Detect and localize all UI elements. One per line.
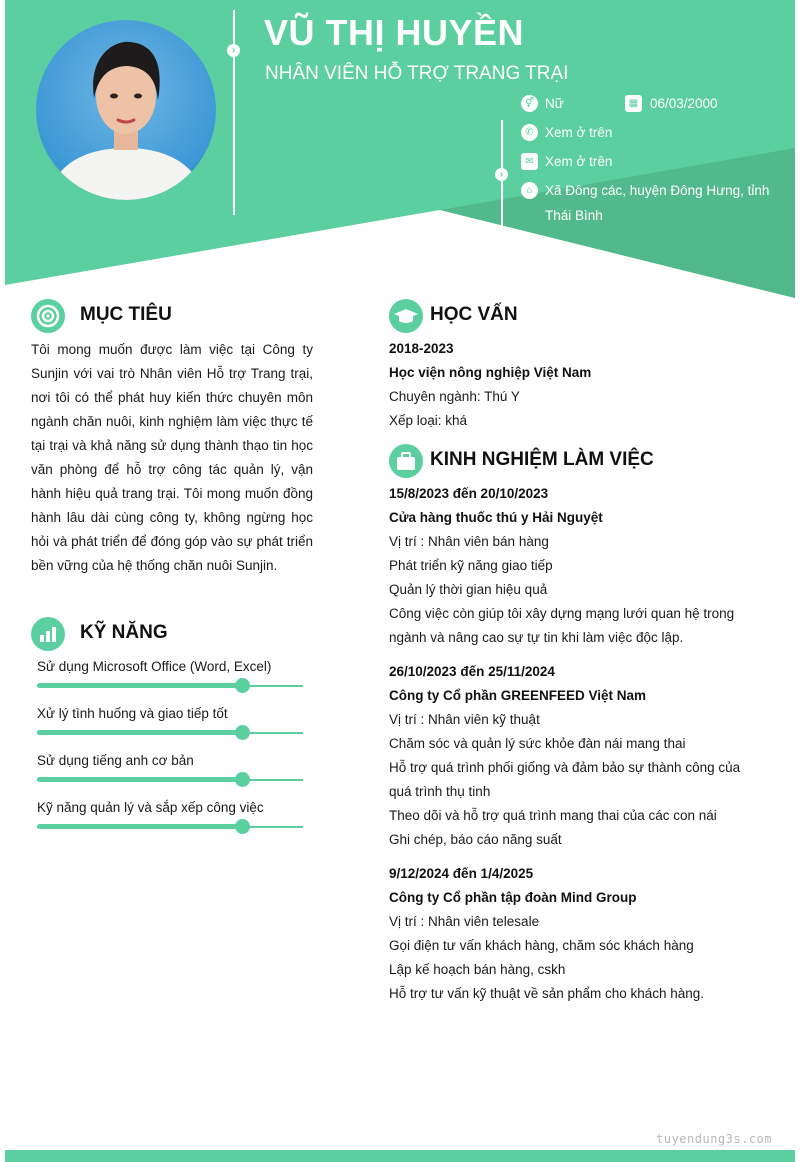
skill-item (37, 706, 303, 721)
calendar-icon: ▦ (625, 95, 642, 112)
job-detail: quá trình thụ tinh (389, 784, 491, 799)
chevron-right-icon: › (227, 44, 240, 57)
address-line-2: Thái Bình (545, 208, 603, 223)
job-detail: Vị trí : Nhân viên kỹ thuật (389, 712, 540, 727)
email-icon: ✉ (521, 153, 538, 170)
skill-item (37, 800, 303, 815)
job-detail: Vị trí : Nhân viên bán hàng (389, 534, 549, 549)
skill-level-knob (235, 725, 250, 740)
job-detail: Hỗ trợ tư vấn kỹ thuật về sản phẩm cho khách hàng. (389, 986, 705, 1001)
chevron-right-icon: › (495, 168, 508, 181)
graduation-cap-icon (389, 299, 423, 333)
bar-chart-icon (31, 617, 65, 651)
job-detail: Vị trí : Nhân viên telesale (389, 914, 540, 929)
job-detail: Chăm sóc và quản lý sức khỏe đàn nái mang thai (389, 736, 686, 751)
target-icon (31, 299, 65, 333)
job-detail: Phát triển kỹ năng giao tiếp (389, 558, 553, 573)
experience-heading: KINH NGHIỆM LÀM VIỆC (430, 449, 654, 470)
skill-label: Sử dụng Microsoft Office (Word, Excel) (37, 659, 272, 674)
job-period: 15/8/2023 đến 20/10/2023 (389, 486, 549, 501)
skill-level-knob (235, 772, 250, 787)
job-detail: Gọi điện tư vấn khách hàng, chăm sóc khách hàng (389, 938, 694, 953)
phone-value: Xem ở trên (545, 125, 613, 140)
phone-icon: ✆ (521, 124, 538, 141)
job-detail: Hỗ trợ quá trình phối giống và đảm bảo sự thành công của (389, 760, 741, 775)
objective-heading: MỤC TIÊU (80, 304, 172, 325)
job-detail: Lập kế hoạch bán hàng, cskh (389, 962, 566, 977)
job-period: 26/10/2023 đến 25/11/2024 (389, 664, 555, 679)
dob-value: 06/03/2000 (650, 96, 718, 111)
candidate-name: VŨ THỊ HUYỀN (264, 12, 525, 53)
home-icon: ⌂ (521, 182, 538, 199)
education-period: 2018-2023 (389, 341, 454, 356)
job-detail: Theo dõi và hỗ trợ quá trình mang thai của các con nái (389, 808, 717, 823)
gender-value: Nữ (545, 96, 564, 111)
skill-item (37, 753, 303, 768)
job-detail: Công việc còn giúp tôi xây dựng mạng lưới quan hệ trong (389, 606, 735, 621)
header-divider-line (233, 10, 235, 215)
briefcase-icon (389, 444, 423, 478)
email-value: Xem ở trên (545, 154, 613, 169)
skill-label: Kỹ năng quản lý và sắp xếp công việc (37, 800, 264, 815)
skill-level-knob (235, 819, 250, 834)
avatar (36, 20, 216, 200)
job-company: Công ty Cổ phần tập đoàn Mind Group (389, 890, 637, 905)
job-title: NHÂN VIÊN HỖ TRỢ TRANG TRẠI (265, 63, 569, 84)
skill-item (37, 659, 303, 674)
skill-label: Sử dụng tiếng anh cơ bản (37, 753, 194, 768)
objective-text: Tôi mong muốn được làm việc tại Công ty Sunjin với vai trò Nhân viên Hỗ trợ Trang trại, nơi tôi có thể phát huy kiến thức chuyên môn ngành chăn nuôi, kinh nghiệm làm việc thực tế tại trại và khả năng sử dụng thành thạo tin học văn phòng để hỗ trợ công tác quản lý, vận hành hiệu quả trang trại. Tôi mong muốn đồng hành lâu dài cùng công ty, không ngừng học hỏi và phát triển để đóng góp vào sự phát triển bền vững của hệ thống chăn nuôi Sunjin. (31, 342, 313, 573)
watermark: tuyendung3s.com (656, 1132, 772, 1146)
skill-level-bar (37, 730, 242, 735)
skills-heading: KỸ NĂNG (80, 622, 168, 643)
job-company: Cửa hàng thuốc thú y Hải Nguyệt (389, 510, 603, 525)
job-detail: ngành và nâng cao sự tự tin khi làm việc độc lập. (389, 630, 684, 645)
job-detail: Ghi chép, báo cáo năng suất (389, 832, 562, 847)
skill-level-bar (37, 777, 242, 782)
skill-level-bar (37, 683, 242, 688)
skill-level-bar (37, 824, 242, 829)
education-grade: Xếp loại: khá (389, 413, 468, 428)
education-school: Học viện nông nghiệp Việt Nam (389, 365, 592, 380)
education-major: Chuyên ngành: Thú Y (389, 389, 520, 404)
education-heading: HỌC VẤN (430, 304, 518, 325)
gender-icon: ⚥ (521, 95, 538, 112)
job-detail: Quản lý thời gian hiệu quả (389, 582, 548, 597)
skill-label: Xử lý tình huống và giao tiếp tốt (37, 706, 228, 721)
skill-level-knob (235, 678, 250, 693)
job-company: Công ty Cổ phần GREENFEED Việt Nam (389, 688, 647, 703)
job-period: 9/12/2024 đến 1/4/2025 (389, 866, 534, 881)
footer-bar (5, 1150, 795, 1162)
address-line-1: Xã Đông các, huyện Đông Hưng, tỉnh (545, 183, 770, 198)
